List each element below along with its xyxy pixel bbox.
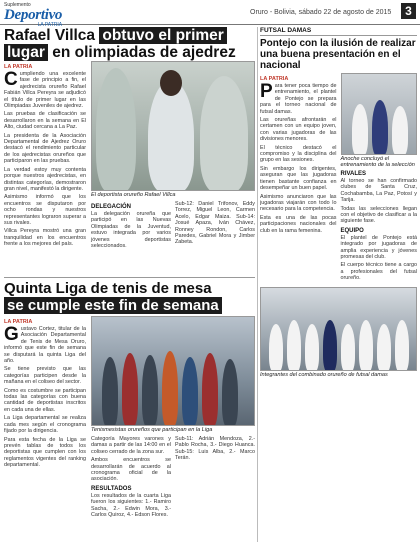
supplement-label: Suplemento (4, 2, 31, 8)
article1-paragraph: Asimismo informó que los encuentros se disputaron por ocho rondas y nuestros representantes lograron superar a sus rivales. (4, 194, 86, 226)
article2-section: LA PATRIA (4, 319, 33, 325)
article1-paragraph: Las pruebas de clasificación se desarrollaron en la semana en El Alto, ciudad cercana a La Paz. (4, 111, 86, 131)
masthead-logo (4, 3, 62, 28)
article2-paragraph: Sub-11: Adrián Mendoza, 2.- Pablo Rocha, 3.- Diego Huanca. Sub-15: Luis Alba, 2.- Marco Terán. (175, 436, 255, 462)
right-paragraph: El técnico destacó el compromiso y la disciplina del grupo en las sesiones. (260, 144, 337, 164)
article2-paragraph: Categoría Mayores varones y damas a partir de las 14:00 en el coliseo cerrado de la zona sur. (91, 436, 171, 455)
brand-tag: LA PATRIA (37, 22, 63, 28)
article2-paragraph: Ambos encuentros se desarrollarán de acuerdo al cronograma oficial de la asociación. (91, 457, 171, 483)
futsal-training-photo (341, 73, 417, 155)
article2-paragraph: Los resultados de la cuarta Liga fueron los siguientes: 1.- Ramiro Sacha, 2.- Edwin Mora, 3.- Carlos Quiroz, 4.- Edson Flores. (91, 492, 171, 519)
right-paragraph: Sin embargo los dirigentes, aseguran que las jugadoras tienen bastante confianza en desempeñar un buen papel. (260, 165, 337, 192)
article2-paragraph: Para esta fecha de la Liga se prevén tablas de todos los deportistas que cumplen con los reglamentos vigentes del ranking departamental. (4, 436, 86, 469)
futsal-team-photo (260, 287, 417, 371)
chess-player-photo (91, 61, 255, 191)
article1-body (4, 61, 255, 273)
divider (4, 277, 255, 278)
article1-paragraph: La verdad estoy muy contenta porque nuestros ajedrecistas, en distintas categorías, demostraron gran nivel, manifestó la dirigente. (4, 166, 86, 192)
photo-caption: Integrantes del combinado orureño de futsal damas (260, 371, 388, 378)
article2-paragraph: Como es costumbre se participan todas las categorías con buena cantidad de deportistas inscritos en cada una de ellas. (4, 387, 86, 413)
photo-caption: El deportista orureño Rafael Villca (91, 192, 176, 198)
article1-paragraph: Sub-12: Daniel Trifonov, Eddy Torrez, Miguel Leon, Carmen Acelo, Edgar Maiza. Sub-14: Josué Apaza, Iván Chávez, Ronney Rondon, Carlos Paredes, Gabriel Mora y Jimber Zabeta. (175, 201, 255, 246)
right-paragraph: Todas las selecciones llegan con el objetivo de clasificar a la siguiente fase. (340, 205, 417, 225)
article2-subhead: RESULTADOS (91, 485, 132, 492)
article1-paragraph: Villca Pereyra mostró una gran tranquilidad en los encuentros frente a los mejores del país. (4, 228, 86, 248)
article2-lead: Gustavo Cortez, titular de la Asociación Departamental de Tenis de Mesa Oruro, informó que este fin de semana se disputará la quinta Liga del año. (4, 324, 86, 365)
table-tennis-photo (91, 316, 255, 426)
headline-part-c: lugar (4, 44, 48, 61)
headline-line-2: se cumple este fin de semana (4, 297, 222, 314)
brand-name: Deportivo (4, 7, 63, 23)
article2-paragraph: Se tiene previsto que las categorías participen desde la mañana en el coliseo del sector. (4, 366, 86, 386)
page-number: 3 (401, 3, 416, 19)
photo-caption: Tenismesistas orureños que participan en la Liga (91, 427, 213, 433)
article1-subhead: DELEGACIÓN (91, 204, 132, 210)
right-paragraph: Al torneo se han confirmado clubes de Santa Cruz, Cochabamba, La Paz, Potosí y Tarija. (340, 178, 417, 204)
headline-line-1: Quinta Liga de tenis de mesa (4, 280, 212, 297)
article2-headline (4, 280, 255, 314)
headline-part-b: obtuvo el primer (99, 27, 226, 44)
article1-lead: Cumpliendo una excelente fase de principio a fin, el ajedrecista orureño Rafael Fabián Villca Pereyra se adjudicó el título de primer lugar en las Olimpiadas Juveniles de ajedrez. (4, 69, 86, 110)
right-paragraph: El cuerpo técnico tiene a cargo a profesionales del futsal orureño. (340, 262, 417, 282)
article2-body (4, 316, 255, 542)
right-paragraph: El plantel de Pontejo está integrado por jugadoras de amplia experiencia y jóvenes promesas del club. (340, 234, 417, 261)
right-lead: Para tener poca tiempo de entrenamiento, el plantel de Pontejo se prepara para el torneo nacional de futsal damas. (260, 81, 337, 115)
right-column (260, 27, 417, 542)
right-paragraph: Esta es una de las pocas participaciones nacionales del club en la rama femenina. (260, 214, 337, 234)
article1-headline (4, 27, 255, 61)
right-headline: Pontejo con la ilusión de realizar una buena presentación en el nacional (260, 38, 416, 71)
article1-section: LA PATRIA (4, 64, 33, 70)
section-label: FUTSAL DAMAS (260, 27, 417, 36)
right-subhead: RIVALES (340, 171, 367, 177)
drop-cap: P (260, 81, 273, 102)
dateline: Oruro - Bolivia, sábado 22 de agosto de 2015 (250, 9, 392, 16)
article1-paragraph: La delegación orureña que participó en las Nuevas Olimpiadas de la Juventud, estuvo integrada por varios jóvenes deportistas seleccionados. (91, 211, 171, 250)
drop-cap: G (4, 324, 19, 345)
article2-paragraph: La Liga departamental se realiza cada mes según el cronograma fijado por la dirigencia. (4, 415, 86, 435)
right-subhead: EQUIPO (340, 227, 364, 234)
article1-paragraph: La presidenta de la Asociación Departamental de Ajedrez Oruro destacó el rendimiento particular de los ajedrecistas orureños que participaron en las pruebas. (4, 132, 86, 165)
headline-part-d: en olimpiadas de ajedrez (52, 44, 236, 61)
right-byline: LA PATRIA (260, 76, 289, 82)
headline-part-a: Rafael Villca (4, 27, 96, 44)
drop-cap: C (4, 69, 18, 90)
right-paragraph: Las orureñas afrontarán el certamen con un equipo joven, con varias jugadoras de las divisiones menores. (260, 117, 337, 143)
left-column (4, 27, 255, 542)
photo-caption: Anoche concluyó el entrenamiento de la selección (340, 156, 415, 168)
column-divider (257, 27, 258, 542)
page-header (0, 0, 420, 28)
right-paragraph: Asimismo anunciaron que las jugadoras viajarán con todo lo necesario para la competencia. (260, 193, 337, 213)
